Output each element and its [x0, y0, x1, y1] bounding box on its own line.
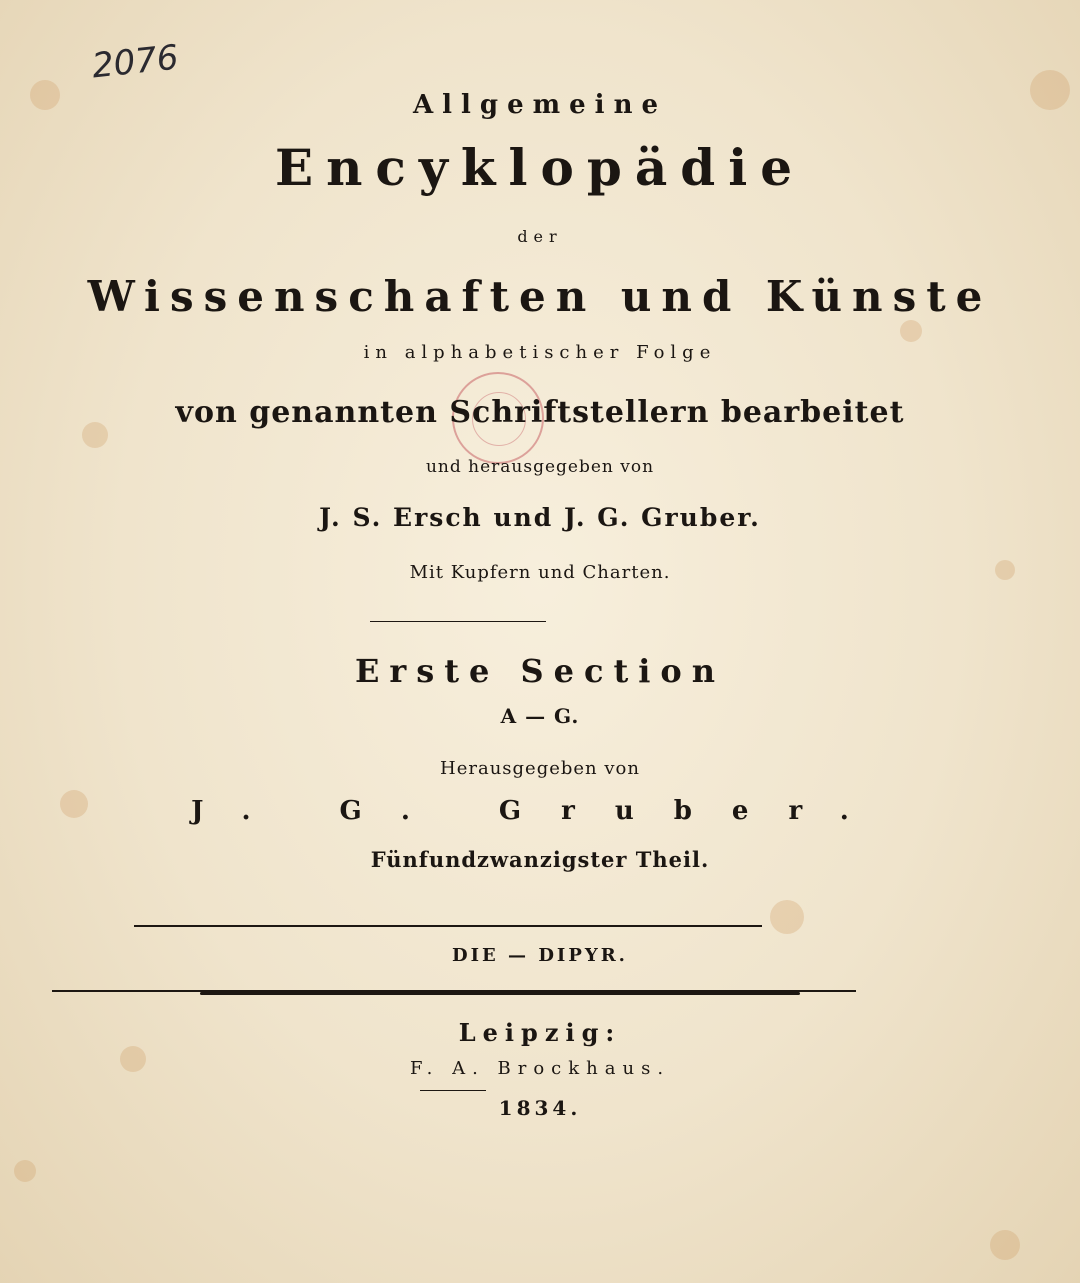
- title-line-der: der: [517, 227, 563, 246]
- stain: [14, 1160, 36, 1182]
- stain: [770, 900, 804, 934]
- imprint-place: Leipzig:: [458, 1018, 622, 1047]
- section-editor-intro: Herausgegeben von: [440, 758, 640, 779]
- handwritten-number: 2076: [90, 37, 181, 87]
- section-part: Fünfundzwanzigster Theil.: [370, 847, 710, 872]
- stain: [990, 1230, 1020, 1260]
- divider-short: [370, 621, 546, 622]
- section-editor: J. G. Gruber.: [191, 796, 889, 826]
- title-line-kupfern: Mit Kupfern und Charten.: [409, 562, 671, 583]
- section-range: A — G.: [500, 704, 580, 728]
- title-line-allgemeine: Allgemeine: [412, 90, 668, 120]
- title-line-bearbeitet: von genannten Schriftstellern bearbeitet: [175, 395, 905, 430]
- title-line-editors: J. S. Ersch und J. G. Gruber.: [319, 503, 761, 532]
- title-line-encyklopaedie: Encyklopädie: [274, 138, 806, 197]
- section-name: Erste Section: [354, 652, 726, 690]
- imprint-year: 1834.: [498, 1096, 582, 1120]
- divider-mid: [134, 925, 762, 927]
- divider-thick: [200, 992, 800, 995]
- divider-tiny: [420, 1090, 486, 1091]
- title-line-wissenschaften: Wissenschaften und Künste: [87, 272, 993, 321]
- title-line-alphabetisch: in alphabetischer Folge: [363, 342, 717, 363]
- stain: [900, 320, 922, 342]
- volume-range: DIE — DIPYR.: [452, 945, 628, 966]
- imprint-publisher: F. A. Brockhaus.: [409, 1058, 671, 1079]
- title-line-herausgegeben: und herausgegeben von: [425, 457, 655, 477]
